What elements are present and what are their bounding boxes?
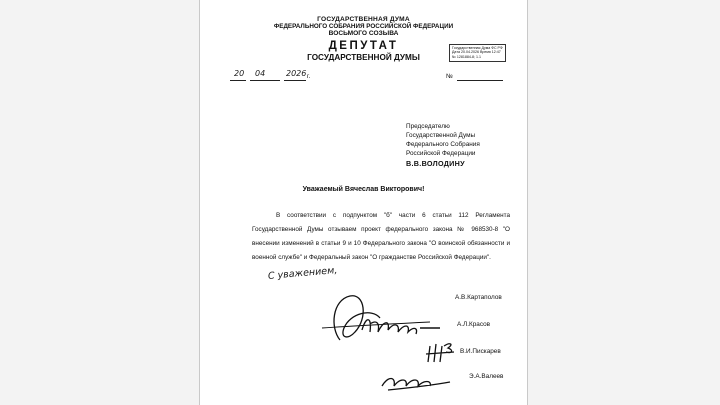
recipient-line-4: Российской Федерации: [406, 150, 476, 157]
date-day-underline: [230, 80, 246, 81]
closing-handwritten: С уважением,: [267, 264, 338, 282]
signatory-name-3: В.И.Пискарев: [460, 348, 501, 355]
date-year-underline: [284, 80, 306, 81]
letterhead-line3: ВОСЬМОГО СОЗЫВА: [328, 30, 399, 37]
signatory-name-4: Э.А.Валеев: [469, 373, 504, 380]
salutation: Уважаемый Вячеслав Викторович!: [302, 186, 425, 193]
signature-valeev-icon: [378, 368, 458, 394]
letter-body: В соответствии с подпунктом "б" части 6 статьи 112 Регламента Государственной Думы отзываем проект федерального закона № 968530-8 "О внесении изменений в статьи 9 и 10 Федерального закона "О воинской обязанности и военной службе" и Федеральный закон "О гражданстве Российской Федерации".: [252, 212, 510, 261]
recipient-name: В.В.ВОЛОДИНУ: [406, 159, 465, 168]
number-underline: [457, 80, 503, 81]
date-year: 2026: [286, 69, 307, 78]
signature-piskarev-icon: [424, 336, 460, 366]
recipient-line-2: Государственной Думы: [406, 132, 476, 139]
date-suffix: г.: [307, 73, 311, 80]
recipient-line-3: Федерального Собрания: [406, 141, 480, 148]
letterhead-line2: ФЕДЕРАЛЬНОГО СОБРАНИЯ РОССИЙСКОЙ ФЕДЕРАЦИИ: [273, 23, 454, 30]
number-label: №: [446, 73, 453, 80]
recipient-line-1: Председателю: [406, 123, 450, 130]
date-month: 04: [255, 69, 266, 78]
date-month-underline: [250, 80, 280, 81]
date-day: 20: [234, 69, 245, 78]
signatory-name-2: А.Л.Красов: [457, 321, 491, 328]
letterhead-title: ДЕПУТАТ: [328, 40, 399, 52]
registration-stamp: Государственная Дума ФС РФ Дата 20.04.2026 Время 12:47 № 1281884-8; 1.1: [449, 44, 506, 62]
letterhead-subtitle: ГОСУДАРСТВЕННОЙ ДУМЫ: [307, 53, 420, 62]
letterhead-line1: ГОСУДАРСТВЕННАЯ ДУМА: [317, 16, 410, 23]
letter-page: [199, 0, 528, 405]
signatory-name-1: А.В.Картаполов: [455, 294, 502, 301]
